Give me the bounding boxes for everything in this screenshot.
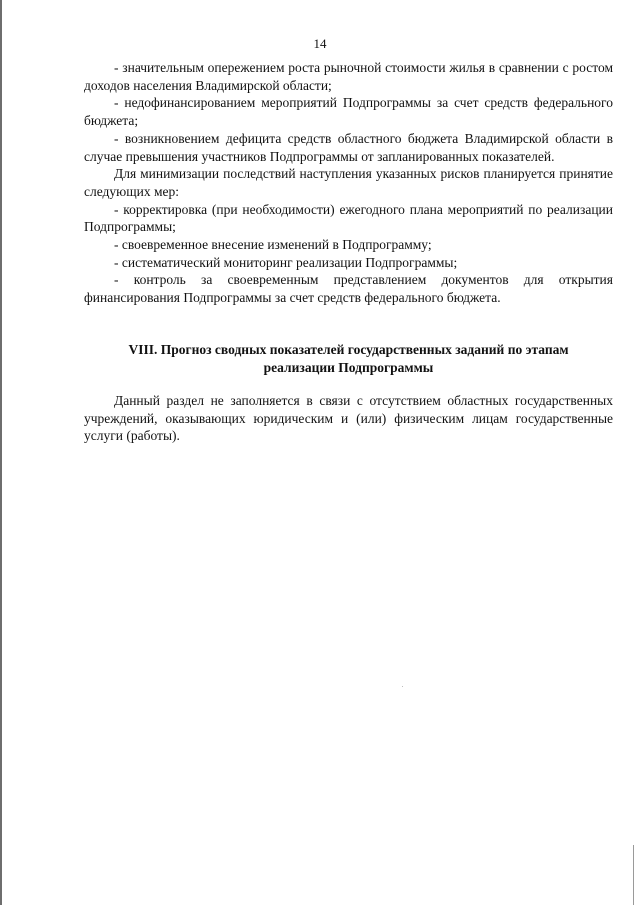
section-paragraph: Данный раздел не заполняется в связи с отсутствием областных государственных учреждений, оказывающих юридическим и (или) физическим лицам государственные услуги (работы). [84,393,613,444]
risks-and-measures-block [84,59,613,307]
scan-edge-right [633,845,634,905]
section-heading-line-1: VIII. Прогноз сводных показателей государственных заданий по этапам [128,342,569,357]
scan-speck [402,686,403,687]
page-number: 14 [313,36,327,51]
measure-item: - своевременное внесение изменений в Подпрограмму; [114,237,432,253]
risk-item: - значительным опережением роста рыночной стоимости жилья в сравнении с ростом доходов населения Владимирской области; [84,60,613,93]
section-heading [84,341,613,376]
scan-edge-left [0,0,2,905]
measure-item: - корректировка (при необходимости) ежегодного плана мероприятий по реализации Подпрограммы; [84,201,613,235]
measure-item: - контроль за своевременным представлением документов для открытия финансирования Подпрограммы за счет средств федерального бюджета. [84,272,613,306]
section-body [84,392,613,445]
section-heading-line-2: реализации Подпрограммы [263,359,434,375]
measures-intro: Для минимизации последствий наступления указанных рисков планируется принятие следующих мер: [84,166,613,199]
measure-item: - систематический мониторинг реализации Подпрограммы; [114,254,458,270]
risk-item: - недофинансированием мероприятий Подпрограммы за счет средств федерального бюджета; [84,95,613,129]
risk-item: - возникновением дефицита средств областного бюджета Владимирской области в случае превышения участников Подпрограммы от запланированных показателей. [84,130,613,164]
